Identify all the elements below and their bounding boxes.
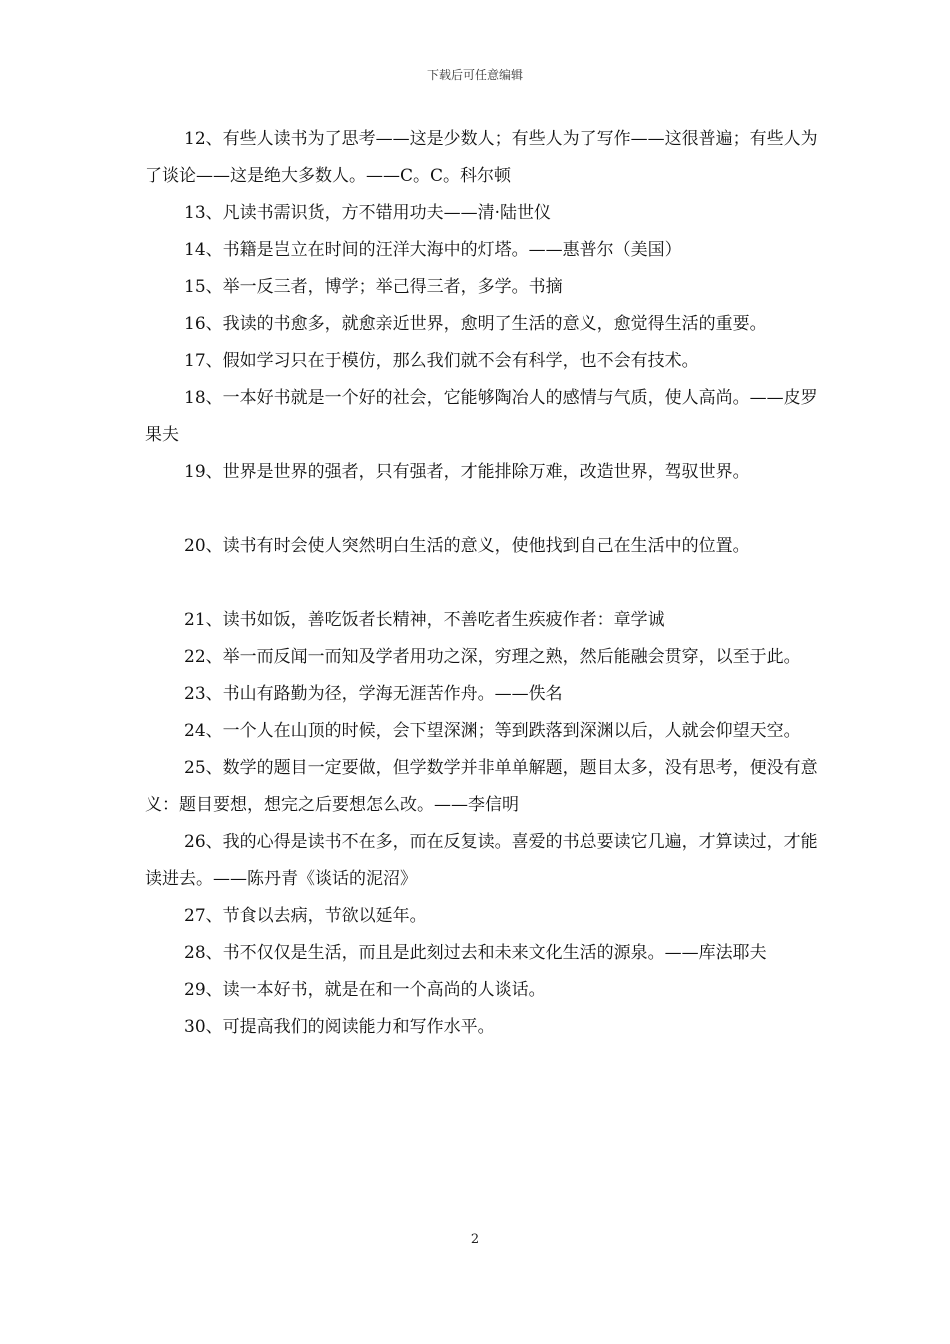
quote-item-26: 26、我的心得是读书不在多，而在反复读。喜爱的书总要读它几遍，才算读过，才能读进去。——陈丹青《谈话的泥沼》 (145, 832, 818, 889)
quote-item-15: 15、举一反三者，博学；举己得三者，多学。书摘 (184, 277, 563, 297)
page-header: 下载后可任意编辑 (426, 68, 523, 82)
page-number: 2 (470, 1232, 480, 1247)
quote-item-13: 13、凡读书需识货，方不错用功夫——清·陆世仪 (184, 203, 552, 223)
quote-item-21: 21、读书如饭，善吃饭者长精神，不善吃者生疾疲作者：章学诚 (184, 610, 665, 630)
quote-list (145, 121, 825, 1046)
quote-item-17: 17、假如学习只在于模仿，那么我们就不会有科学，也不会有技术。 (184, 351, 699, 371)
quote-item-16: 16、我读的书愈多，就愈亲近世界，愈明了生活的意义，愈觉得生活的重要。 (184, 314, 767, 334)
quote-item-23: 23、书山有路勤为径，学海无涯苦作舟。——佚名 (184, 684, 563, 704)
quote-item-14: 14、书籍是岂立在时间的汪洋大海中的灯塔。——惠普尔（美国） (184, 240, 682, 260)
quote-item-18: 18、一本好书就是一个好的社会，它能够陶冶人的感情与气质，使人高尚。——皮罗果夫 (145, 388, 818, 445)
quote-item-19: 19、世界是世界的强者，只有强者，才能排除万难，改造世界，驾驭世界。 (184, 462, 750, 482)
quote-item-12: 12、有些人读书为了思考——这是少数人；有些人为了写作——这很普遍；有些人为了谈论——这是绝大多数人。——C。C。科尔顿 (145, 129, 818, 186)
quote-item-22: 22、举一而反闻一而知及学者用功之深，穷理之熟，然后能融会贯穿，以至于此。 (184, 647, 801, 667)
quote-item-27: 27、节食以去病，节欲以延年。 (184, 906, 427, 926)
quote-item-24: 24、一个人在山顶的时候，会下望深渊；等到跌落到深渊以后，人就会仰望天空。 (184, 721, 801, 741)
blank-line (145, 565, 825, 602)
quote-item-25: 25、数学的题目一定要做，但学数学并非单单解题，题目太多，没有思考，便没有意义：题目要想，想完之后要想怎么改。——李信明 (145, 758, 818, 815)
quote-item-20: 20、读书有时会使人突然明白生活的意义，使他找到自己在生活中的位置。 (184, 536, 750, 556)
quote-item-30: 30、可提高我们的阅读能力和写作水平。 (184, 1017, 495, 1037)
blank-line (145, 491, 825, 528)
quote-item-28: 28、书不仅仅是生活，而且是此刻过去和未来文化生活的源泉。——库法耶夫 (184, 943, 767, 963)
quote-item-29: 29、读一本好书，就是在和一个高尚的人谈话。 (184, 980, 546, 1000)
